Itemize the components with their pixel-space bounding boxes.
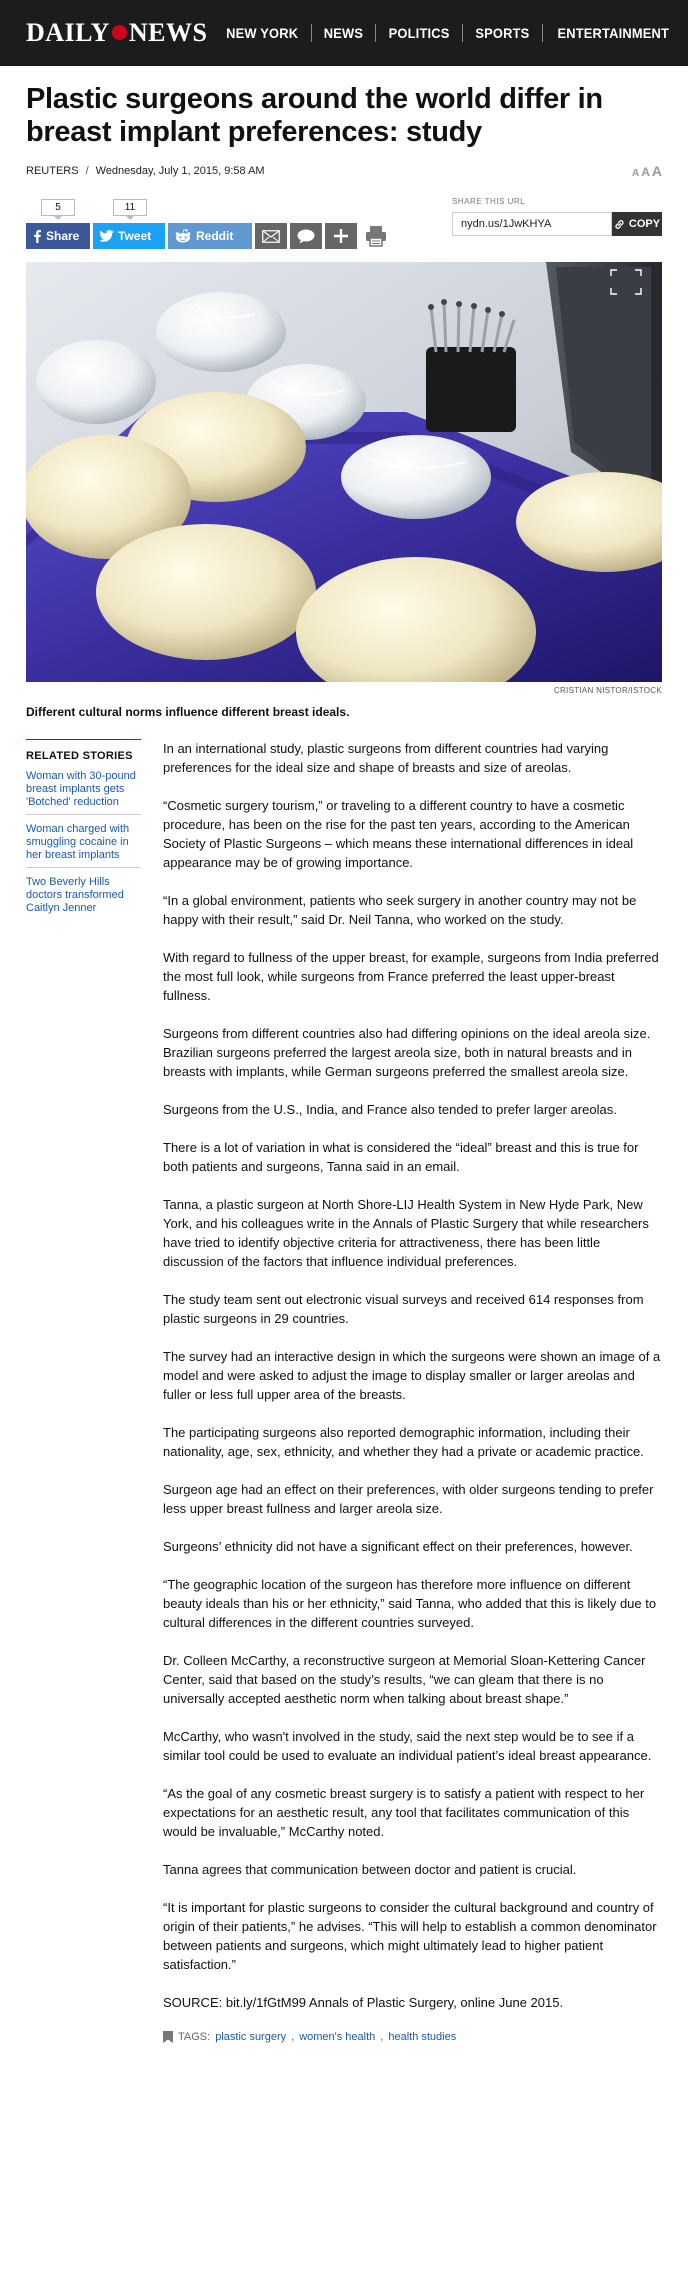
facebook-share-label: Share (46, 229, 80, 243)
tag-link[interactable]: health studies (388, 2031, 457, 2043)
logo-news: NEWS (128, 18, 208, 47)
article-paragraph: “The geographic location of the surgeon has therefore more influence on different beauty ideals than his or her ethnicity,” said Tanna, who added that this is likely due to cultural differences in the different countries surveyed. (163, 1577, 657, 1630)
print-icon (365, 225, 387, 247)
font-size-large-button[interactable]: A (651, 163, 662, 179)
article-paragraph: The participating surgeons also reported demographic information, including their nationality, age, sex, ethnicity, and whether they had a private or academic practice. (163, 1425, 644, 1459)
tag-link[interactable]: plastic surgery (215, 2031, 287, 2043)
article-paragraph: There is a lot of variation in what is considered the “ideal” breast and this is true for both patients and surgeons, Tanna said in an email. (163, 1140, 639, 1174)
copy-label: COPY (628, 218, 661, 230)
article-meta (26, 163, 662, 179)
related-story-link[interactable]: Two Beverly Hills doctors transformed Caitlyn Jenner (26, 876, 124, 914)
article-paragraph: Tanna agrees that communication between doctor and patient is crucial. (163, 1862, 577, 1877)
nav-sports[interactable]: SPORTS (475, 25, 530, 41)
font-size-medium-button[interactable]: A (641, 165, 650, 179)
related-stories (26, 739, 141, 2043)
related-stories-title: RELATED STORIES (26, 739, 141, 762)
reddit-icon (174, 229, 192, 243)
reddit-share-button[interactable] (168, 223, 252, 249)
article-title: Plastic surgeons around the world differ in breast implant preferences: study (26, 83, 603, 148)
article-paragraph: Surgeon age had an effect on their preferences, with older surgeons tending to prefer less upper breast fullness and larger areola size. (163, 1482, 654, 1516)
article-tags (163, 2031, 662, 2043)
nav-divider (542, 24, 543, 42)
article-paragraph: Surgeons from different countries also had differing opinions on the ideal areola size. Brazilian surgeons preferred the largest areola size, both in natural breasts and in breasts with implants, while German surgeons preferred the smallest areola size. (163, 1026, 651, 1079)
twitter-icon (99, 230, 114, 242)
article-paragraph: “It is important for plastic surgeons to consider the cultural background and country of origin of their patients,” he advises. “This will help to establish a common denominator between patients and surgeons, which might ultimately lead to higher patient satisfaction.” (163, 1900, 657, 1972)
site-header (0, 0, 688, 66)
nav-news[interactable]: NEWS (323, 25, 364, 41)
twitter-share-count: 11 (113, 199, 147, 216)
facebook-share-count: 5 (41, 199, 75, 216)
article-body (163, 739, 662, 2043)
article-content (26, 739, 662, 2043)
share-buttons (26, 223, 392, 249)
logo-dot-icon (112, 25, 127, 40)
email-share-button[interactable] (255, 223, 287, 249)
breast-implants-photo (26, 262, 662, 682)
facebook-share-button[interactable] (26, 223, 90, 249)
tag-icon (163, 2031, 173, 2043)
nav-divider (462, 24, 463, 42)
reddit-label: Reddit (196, 229, 234, 243)
article-wrapper (0, 83, 688, 2063)
photo-caption: Different cultural norms influence different breast ideals. (26, 705, 350, 719)
nav-divider (311, 24, 312, 42)
article-date: Wednesday, July 1, 2015, 9:58 AM (95, 165, 265, 177)
article-paragraph: “Cosmetic surgery tourism,” or traveling to a different country to have a cosmetic procedure, has been on the rise for the past ten years, according to the American Society of Plastic Surgeons – which means these international differences in ideal appearance may be of growing importance. (163, 798, 634, 870)
article-paragraph: Dr. Colleen McCarthy, a reconstructive surgeon at Memorial Sloan-Kettering Cancer Center, said that based on the study’s results, “we can gleam that there is no universally accepted aesthetic norm when talking about breast shape.” (163, 1653, 646, 1706)
article-paragraph: The survey had an interactive design in which the surgeons were shown an image of a model and were asked to adjust the image to display smaller or larger areolas and fuller or less full upper area of the breasts. (163, 1349, 661, 1402)
photo-credit: CRISTIAN NISTOR/ISTOCK (553, 686, 662, 695)
tag-separator: , (291, 2031, 295, 2043)
nav-new-york[interactable]: NEW YORK (225, 25, 298, 41)
page-bottom-spacer (26, 2043, 662, 2063)
article-paragraph: McCarthy, who wasn't involved in the study, said the next step would be to see if a similar tool could be used to evaluate an individual patient’s ideal breast appearance. (163, 1729, 652, 1763)
share-url-label: SHARE THIS URL (452, 197, 526, 206)
share-url-row (452, 212, 662, 236)
share-url-box (452, 197, 662, 236)
article-paragraph: With regard to fullness of the upper breast, for example, surgeons from India preferred the most full look, while surgeons from France preferred the least upper-breast fullness. (163, 950, 659, 1003)
copy-url-button[interactable] (612, 212, 662, 236)
article-paragraph: “As the goal of any cosmetic breast surgery is to satisfy a patient with respect to her expectations for an aesthetic result, any tool that facilitates communication of this would be invaluable,” McCarthy noted. (163, 1786, 645, 1839)
article-paragraph: Surgeons’ ethnicity did not have a significant effect on their preferences, however. (163, 1539, 633, 1554)
font-size-small-button[interactable]: A (631, 168, 640, 179)
tag-link[interactable]: women's health (299, 2031, 376, 2043)
comment-icon (297, 229, 315, 244)
nav-entertainment[interactable]: ENTERTAINMENT (557, 25, 669, 41)
article-paragraph: In an international study, plastic surgeons from different countries had varying preferences for the ideal size and shape of breasts and size of areolas. (163, 741, 609, 775)
nav-politics[interactable]: POLITICS (388, 25, 450, 41)
article-paragraph: “In a global environment, patients who seek surgery in another country may not be happy with their result,” said Dr. Neil Tanna, who worked on the study. (163, 893, 637, 927)
article-paragraph: The study team sent out electronic visual surveys and received 614 responses from plastic surgeons in 29 countries. (163, 1292, 644, 1326)
lead-photo[interactable] (26, 262, 662, 682)
meta-separator: / (85, 165, 89, 177)
article-paragraph: Tanna, a plastic surgeon at North Shore-LIJ Health System in New Hyde Park, New York, and his colleagues write in the Annals of Plastic Surgery that while researchers have tried to identify objective criteria for attractiveness, there has been little discussion of the factors that influence individual preferences. (163, 1197, 649, 1269)
share-bar (26, 189, 662, 259)
related-story-link[interactable]: Woman with 30-pound breast implants gets 'Botched' reduction (26, 762, 141, 815)
share-url-input[interactable] (452, 212, 612, 236)
article-paragraph: Surgeons from the U.S., India, and France also tended to prefer larger areolas. (163, 1102, 617, 1117)
related-story-link[interactable]: Woman charged with smuggling cocaine in her breast implants (26, 815, 141, 868)
tweet-label: Tweet (118, 229, 152, 243)
font-size-controls (632, 163, 662, 179)
tweet-button[interactable] (93, 223, 165, 249)
nav-divider (375, 24, 376, 42)
more-share-button[interactable] (325, 223, 357, 249)
facebook-icon (32, 229, 42, 243)
logo-daily: DAILY (26, 18, 110, 47)
print-button[interactable] (360, 223, 392, 249)
comments-button[interactable] (290, 223, 322, 249)
link-icon (614, 219, 625, 230)
article-source-line: SOURCE: bit.ly/1fGtM99 Annals of Plastic Surgery, online June 2015. (163, 1995, 564, 2010)
plus-icon (334, 229, 348, 243)
site-logo[interactable] (26, 18, 207, 48)
main-nav (213, 24, 674, 42)
article-source: REUTERS (26, 165, 79, 177)
tag-separator: , (380, 2031, 384, 2043)
email-icon (262, 230, 280, 243)
tags-label: TAGS: (178, 2031, 211, 2043)
